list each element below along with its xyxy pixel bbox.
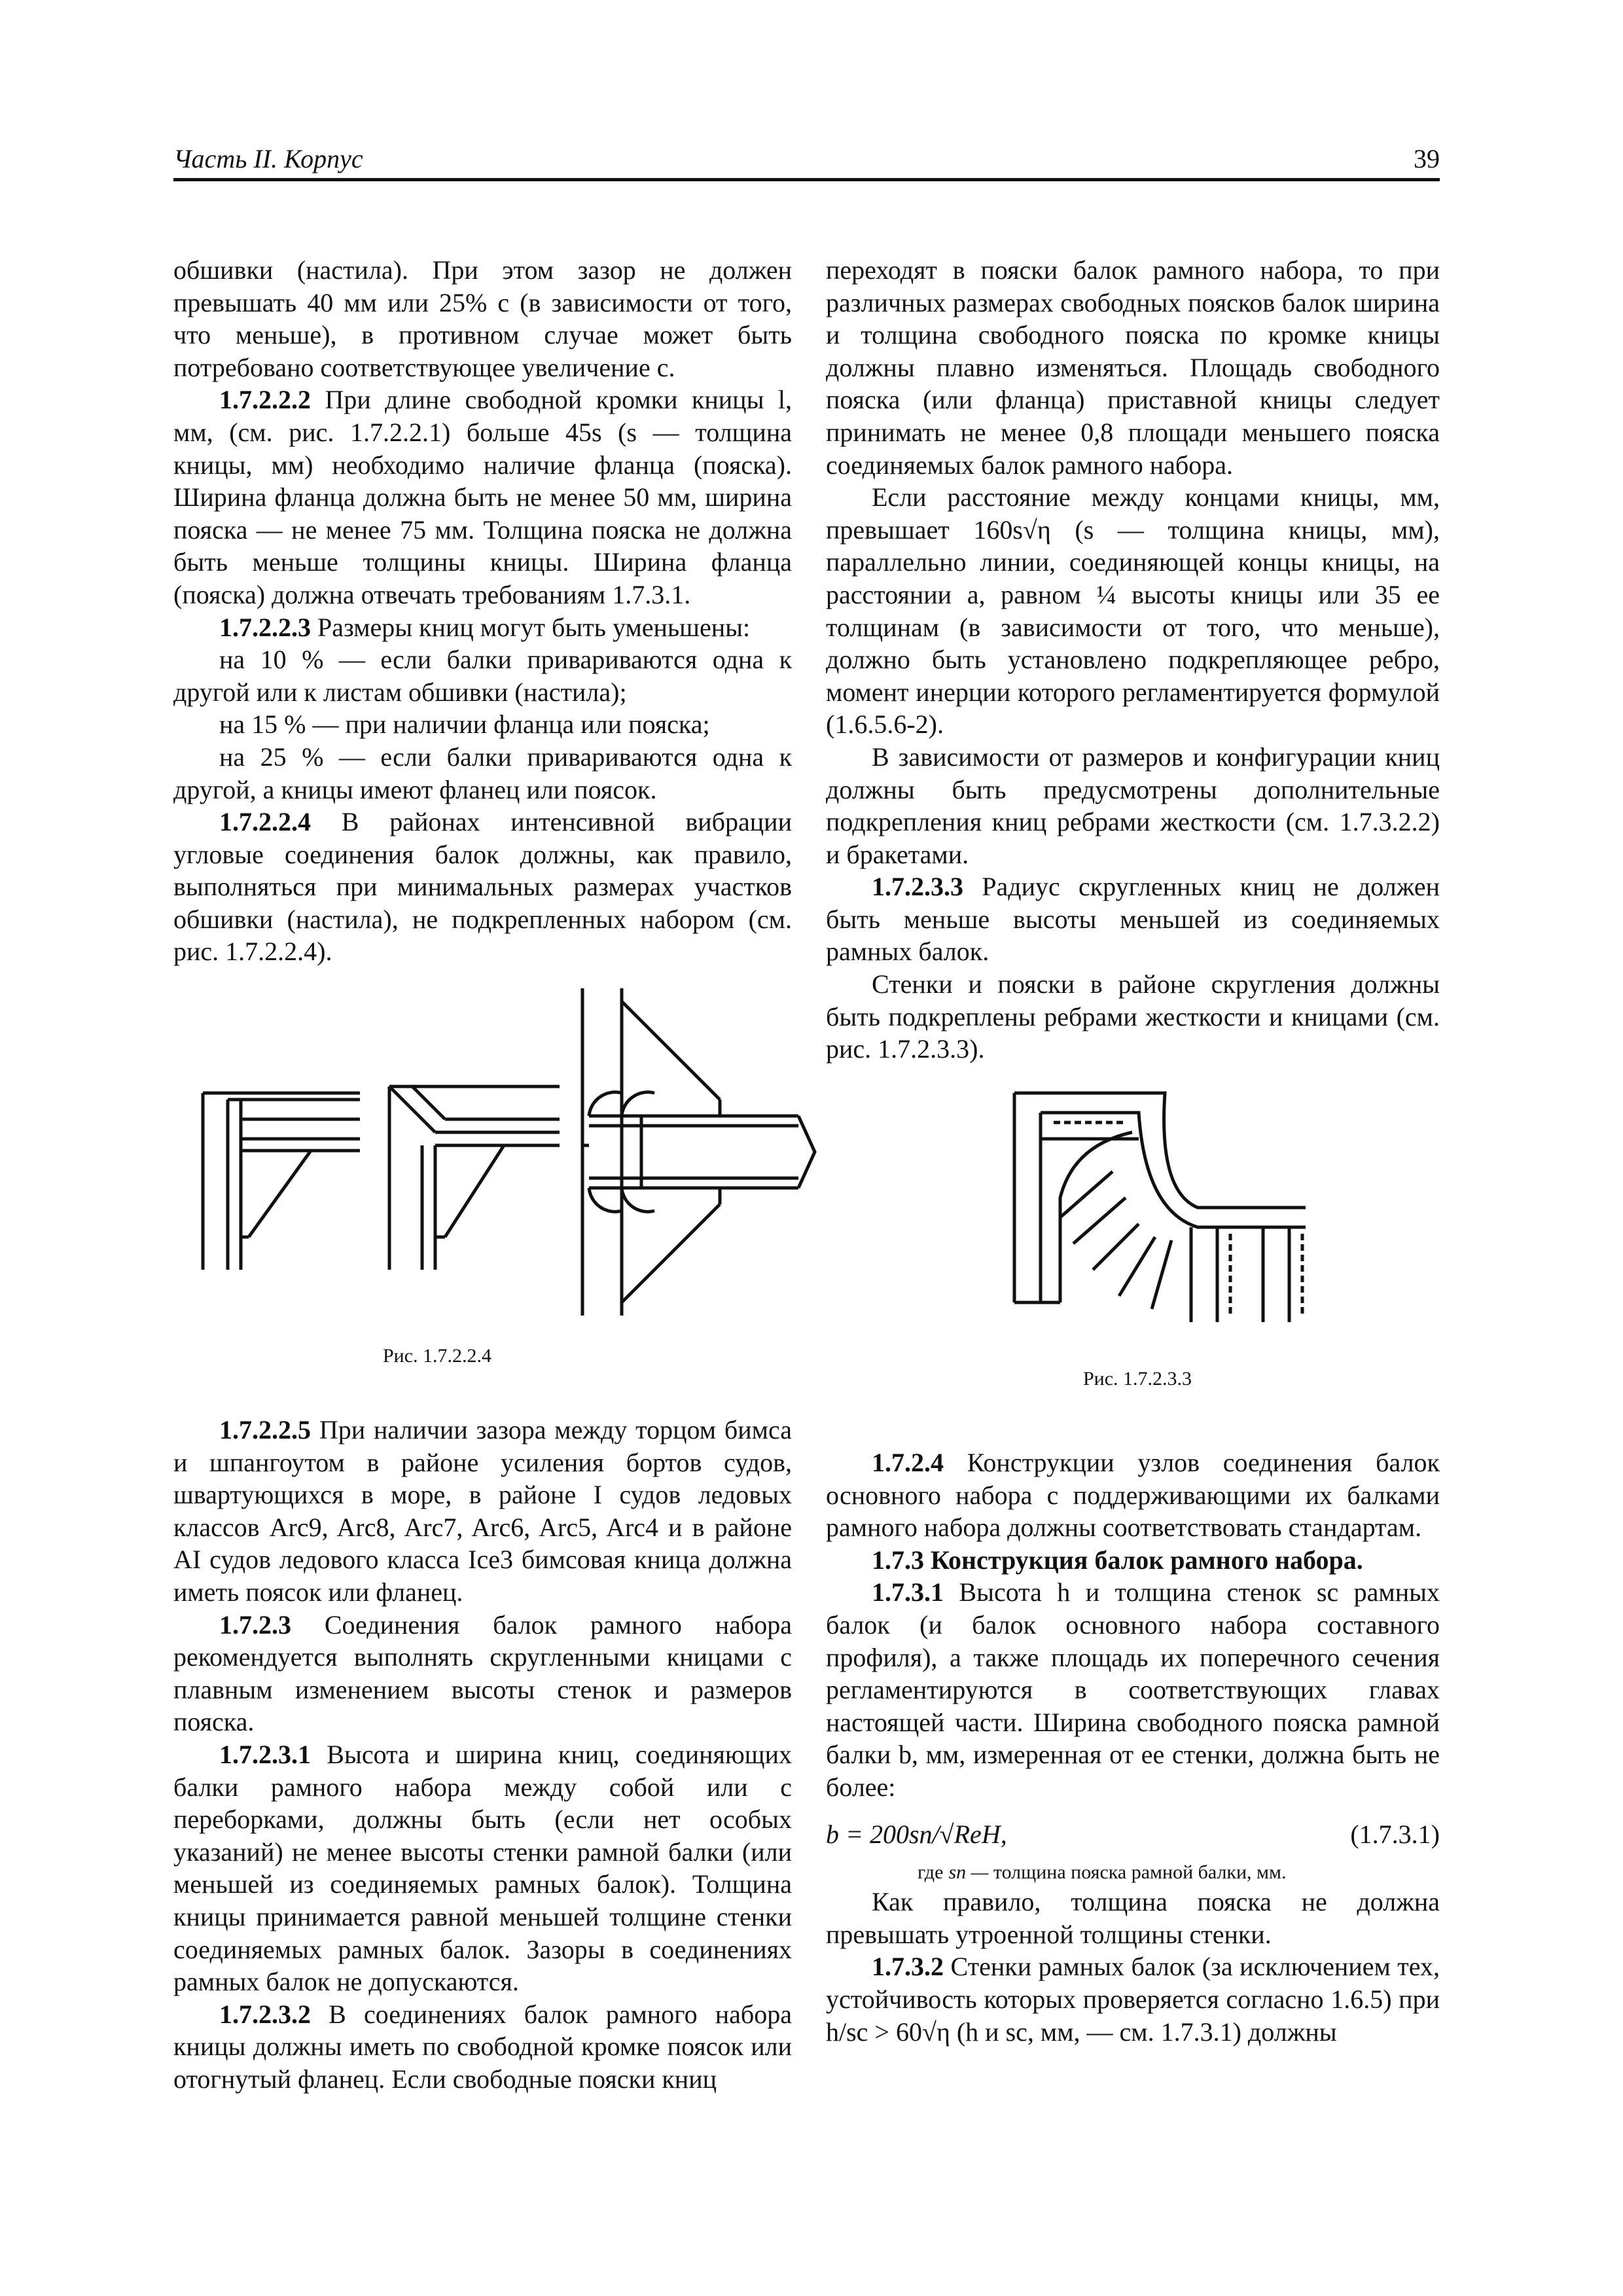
column-left-top xyxy=(173,254,792,968)
paragraph: обшивки (настила). При этом зазор не должен превышать 40 мм или 25% c (в зависимости от того, что меньше), в противном случае может быть потребовано соответствующее увеличение c. xyxy=(173,255,792,382)
paragraph xyxy=(826,1446,1440,1544)
section-heading-text: Конструкция балок рамного набора. xyxy=(924,1545,1363,1575)
paragraph-text: В районах интенсивной вибрации угловые соединения балок должны, как правило, выполняться при минимальных размерах участков обшивки (настила), не подкрепленных набором (см. рис. 1.7.2.2.4). xyxy=(173,807,792,967)
column-right-bottom xyxy=(826,1446,1440,2048)
note-key: где xyxy=(918,1861,944,1884)
figure-rounded-bracket xyxy=(1001,1086,1309,1335)
paragraph xyxy=(826,870,1440,968)
clause-number: 1.7.2.2.2 xyxy=(219,385,311,415)
figure-bracket-joints xyxy=(190,988,818,1329)
note-text: толщина пояска рамной балки, мм. xyxy=(993,1861,1287,1884)
paragraph-text: Размеры книц могут быть уменьшены: xyxy=(311,612,751,642)
list-item: на 10 % — если балки привариваются одна к другой или к листам обшивки (настила); xyxy=(173,645,792,707)
clause-number: 1.7.3 xyxy=(872,1545,924,1575)
paragraph xyxy=(173,1738,792,1998)
clause-number: 1.7.2.3.3 xyxy=(872,872,963,902)
paragraph: В зависимости от размеров и конфигурации книц должны быть предусмотрены дополнительные подкрепления книц ребрами жесткости (см. 1.7.3.2.2) и бракетами. xyxy=(826,742,1440,869)
paragraph xyxy=(173,611,792,644)
paragraph-text: Высота h и толщина стенок sc рамных балок (и балок основного набора составного профиля), а также площадь их поперечного сечения регламентируются в соответствующих главах настоящей части. Ширина свободного пояска рамной балки b, мм, измеренная от ее стенки, должна быть не более: xyxy=(826,1577,1440,1802)
clause-number: 1.7.3.1 xyxy=(872,1577,944,1607)
figure-caption: Рис. 1.7.2.2.4 xyxy=(383,1345,492,1367)
paragraph: Если расстояние между концами кницы, мм, превышает 160s√η (s — толщина кницы, мм), параллельно линии, соединяющей концы кницы, на расстоянии a, равном ¼ высоты кницы или 35 ее толщинам (в зависимости от того, что меньше), должно быть установлено подкрепляющее ребро, момент инерции которого регламентируется формулой (1.6.5.6-2). xyxy=(826,482,1440,740)
paragraph xyxy=(173,1609,792,1738)
paragraph-text: Конструкции узлов соединения балок основного набора с поддерживающими их балками рамного набора должны соответствовать стандартам. xyxy=(826,1448,1440,1543)
clause-number: 1.7.2.4 xyxy=(872,1448,944,1477)
paragraph xyxy=(173,384,792,611)
note-symbol: sп — xyxy=(948,1861,989,1884)
paragraph xyxy=(826,1950,1440,2048)
page-header xyxy=(173,144,1440,181)
section-heading xyxy=(826,1544,1440,1577)
clause-number: 1.7.2.2.4 xyxy=(219,807,311,837)
paragraph-text: Высота и ширина книц, соединяющих балки рамного набора между собой или с переборками, должны быть (если нет особых указаний) не менее высоты стенки рамной балки (или меньшей из соединяемых рамных балок). Толщина кницы принимается равной меньшей толщине стенки соединяемых рамных балок. Зазоры в соединениях рамных балок не допускаются. xyxy=(173,1739,792,1997)
column-right-top xyxy=(826,254,1440,1066)
clause-number: 1.7.3.2 xyxy=(872,1952,944,1982)
formula-number: (1.7.3.1) xyxy=(1350,1819,1440,1849)
paragraph xyxy=(826,1576,1440,1803)
clause-number: 1.7.2.3.1 xyxy=(219,1739,311,1769)
paragraph-text: Радиус скругленных книц не должен быть меньше высоты меньшей из соединяемых рамных балок. xyxy=(826,872,1440,967)
formula-expression: b = 200sп/√ReH, xyxy=(826,1819,1007,1849)
clause-number: 1.7.2.3 xyxy=(219,1609,291,1640)
clause-number: 1.7.2.3.2 xyxy=(219,1999,311,2029)
clause-number: 1.7.2.2.5 xyxy=(219,1415,311,1444)
paragraph xyxy=(173,1414,792,1609)
paragraph-text: Соединения балок рамного набора рекомендуется выполнять скругленными кницами с плавным изменением высоты стенок и размеров пояска. xyxy=(173,1609,792,1737)
paragraph-text: При наличии зазора между торцом бимса и шпангоутом в районе усиления бортов судов, швартующихся в море, в районе I судов ледовых классов Arc9, Arc8, Arc7, Arc6, Arc5, Arc4 и в районе AI судов ледового класса Ice3 бимсовая кница должна иметь поясок или фланец. xyxy=(173,1415,792,1607)
paragraph-text: При длине свободной кромки кницы l, мм, (см. рис. 1.7.2.2.1) больше 45s (s — толщина кницы, мм) необходимо наличие фланца (пояска). Ширина фланца должна быть не менее 50 мм, ширина пояска — не менее 75 мм. Толщина пояска не должна быть меньше толщины кницы. Ширина фланца (пояска) должна отвечать требованиям 1.7.3.1. xyxy=(173,385,792,609)
paragraph: Стенки и пояски в районе скругления должны быть подкреплены ребрами жесткости и кницами (см. рис. 1.7.2.3.3). xyxy=(826,969,1440,1064)
formula xyxy=(826,1818,1440,1851)
paragraph: переходят в пояски балок рамного набора, то при различных размерах свободных поясков балок ширина и толщина свободного пояска по кромке кницы должны плавно изменяться. Площадь свободного пояска (или фланца) приставной кницы следует принимать не менее 0,8 площади меньшего пояска соединяемых балок рамного набора. xyxy=(826,255,1440,480)
paragraph xyxy=(173,806,792,968)
paragraph xyxy=(173,1998,792,2096)
page-number: 39 xyxy=(1414,144,1440,173)
list-item: на 25 % — если балки привариваются одна к другой, а кницы имеют фланец или поясок. xyxy=(173,742,792,804)
formula-note xyxy=(826,1859,1440,1886)
section-title: Часть II. Корпус xyxy=(173,144,363,173)
paragraph-text: В соединениях балок рамного набора кницы должны иметь по свободной кромке поясок или отогнутый фланец. Если свободные пояски книц xyxy=(173,1999,792,2094)
clause-number: 1.7.2.2.3 xyxy=(219,612,311,642)
list-item: на 15 % — при наличии фланца или пояска; xyxy=(219,709,710,740)
column-left-bottom xyxy=(173,1414,792,2095)
figure-caption: Рис. 1.7.2.3.3 xyxy=(1083,1368,1192,1390)
paragraph-text: Стенки рамных балок (за исключением тех, устойчивость которых проверяется согласно 1.6.5) при h/sc > 60√η (h и sc, мм, — см. 1.7.3.1) должны xyxy=(826,1952,1440,2047)
paragraph: Как правило, толщина пояска не должна превышать утроенной толщины стенки. xyxy=(826,1887,1440,1949)
